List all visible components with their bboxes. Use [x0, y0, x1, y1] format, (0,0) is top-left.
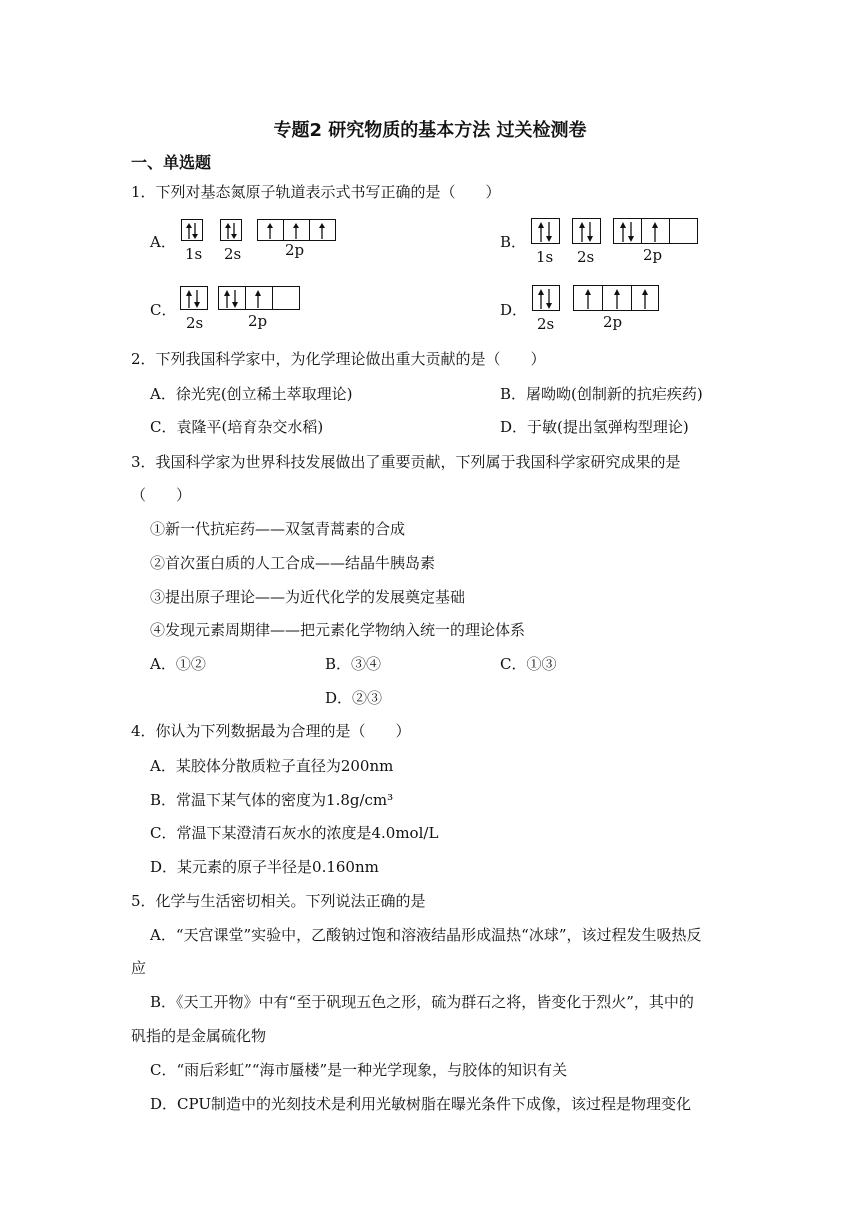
orbital-label: 1s: [536, 248, 554, 266]
orbital-cell: [246, 287, 273, 309]
q1-option-a-label: A．: [150, 233, 176, 251]
orbital-box-1s: [181, 219, 203, 241]
orbital-cell: [273, 287, 299, 309]
orbital-cell: [573, 219, 600, 243]
q3-option-d: D．②③: [325, 689, 383, 707]
up-down-arrows-icon: [573, 221, 599, 243]
q3-option-b: B．③④: [325, 655, 382, 673]
orbital-cell: [574, 286, 603, 310]
up-down-arrows-icon: [614, 221, 640, 243]
q2-option-b: B．屠呦呦(创制新的抗疟疾药): [500, 385, 703, 403]
up-arrow-icon: [603, 288, 631, 310]
q3-item-3: ③提出原子理论——为近代化学的发展奠定基础: [150, 588, 466, 606]
orbital-box-2p: [218, 286, 300, 310]
orbital-label: 2p: [643, 246, 663, 264]
orbital-label: 2s: [186, 314, 204, 332]
orbital-cell: [219, 287, 246, 309]
up-down-arrows-icon: [219, 289, 243, 309]
orbital-box-2p: [257, 219, 336, 241]
q2-option-a: A．徐光宪(创立稀土萃取理论): [150, 385, 353, 403]
q3-item-4: ④发现元素周期律——把元素化学物纳入统一的理论体系: [150, 621, 526, 639]
page-title: 专题2 研究物质的基本方法 过关检测卷: [273, 120, 587, 141]
orbital-box-2s: [220, 219, 242, 241]
up-down-arrows-icon: [221, 222, 241, 240]
orbital-label: 2p: [285, 241, 305, 259]
orbital-label: 2p: [603, 313, 623, 331]
q1-option-c-label: C．: [150, 301, 177, 319]
q5-option-d: D．CPU制造中的光刻技术是利用光敏树脂在曝光条件下成像，该过程是物理变化: [150, 1095, 691, 1113]
question-4-stem: 4．你认为下列数据最为合理的是（ ）: [131, 722, 411, 740]
orbital-box-1s: [531, 218, 560, 244]
question-3-stem: 3．我国科学家为世界科技发展做出了重要贡献，下列属于我国科学家研究成果的是: [131, 453, 681, 471]
orbital-label: 2s: [224, 245, 242, 263]
q1-option-d-label: D．: [500, 301, 528, 319]
up-arrow-icon: [258, 222, 282, 240]
q3-option-a: A．①②: [150, 655, 206, 673]
q4-option-b: B．常温下某气体的密度为1.8g/cm³: [150, 791, 394, 809]
orbital-label: 2s: [577, 248, 595, 266]
orbital-cell: [533, 286, 559, 310]
section-heading: 一、单选题: [131, 153, 212, 172]
up-arrow-icon: [574, 288, 602, 310]
orbital-label: 2p: [248, 312, 268, 330]
up-down-arrows-icon: [532, 221, 558, 243]
q4-option-c: C．常温下某澄清石灰水的浓度是4.0mol/L: [150, 824, 439, 842]
q2-option-c: C．袁隆平(培育杂交水稻): [150, 418, 324, 436]
up-arrow-icon: [284, 222, 308, 240]
orbital-label: 2s: [537, 315, 555, 333]
orbital-box-2s: [572, 218, 601, 244]
orbital-cell: [532, 219, 559, 243]
q1-option-b-label: B．: [500, 233, 527, 251]
q4-option-a: A．某胶体分散质粒子直径为200nm: [150, 757, 394, 775]
orbital-box-2p: [573, 285, 659, 311]
orbital-box-2p: [613, 218, 698, 244]
up-arrow-icon: [632, 288, 658, 310]
up-arrow-icon: [310, 222, 334, 240]
up-arrow-icon: [246, 289, 270, 309]
q5-option-c: C．“雨后彩虹”“海市蜃楼”是一种光学现象，与胶体的知识有关: [150, 1061, 568, 1079]
orbital-cell: [258, 220, 284, 240]
up-arrow-icon: [642, 221, 668, 243]
q3-option-c: C．①③: [500, 655, 557, 673]
question-2-stem: 2．下列我国科学家中，为化学理论做出重大贡献的是（ ）: [131, 350, 546, 368]
q5-option-b: B．《天工开物》中有“至于矾现五色之形，硫为群石之将，皆变化于烈火”，其中的: [150, 993, 694, 1011]
orbital-box-2s: [180, 286, 208, 310]
orbital-cell: [614, 219, 642, 243]
q3-item-1: ①新一代抗疟药——双氢青蒿素的合成: [150, 520, 406, 538]
orbital-cell: [221, 220, 241, 240]
orbital-box-2s: [532, 285, 560, 311]
question-3-stem-cont: （ ）: [131, 486, 192, 504]
q3-item-2: ②首次蛋白质的人工合成——结晶牛胰岛素: [150, 554, 436, 572]
orbital-cell: [670, 219, 697, 243]
orbital-cell: [632, 286, 658, 310]
orbital-cell: [642, 219, 670, 243]
up-down-arrows-icon: [182, 222, 202, 240]
q2-option-d: D．于敏(提出氢弹构型理论): [500, 418, 689, 436]
up-down-arrows-icon: [533, 288, 557, 310]
orbital-cell: [182, 220, 202, 240]
q4-option-d: D．某元素的原子半径是0.160nm: [150, 858, 379, 876]
up-down-arrows-icon: [181, 289, 205, 309]
question-1-stem: 1．下列对基态氮原子轨道表示式书写正确的是（ ）: [131, 183, 501, 201]
q5-option-b-cont: 矾指的是金属硫化物: [131, 1027, 267, 1045]
question-5-stem: 5．化学与生活密切相关。下列说法正确的是: [131, 892, 426, 910]
orbital-cell: [310, 220, 335, 240]
orbital-label: 1s: [185, 245, 203, 263]
q5-option-a: A．“天宫课堂”实验中，乙酸钠过饱和溶液结晶形成温热“冰球”，该过程发生吸热反: [150, 926, 702, 944]
q5-option-a-cont: 应: [131, 959, 147, 977]
orbital-cell: [284, 220, 310, 240]
orbital-cell: [603, 286, 632, 310]
orbital-cell: [181, 287, 207, 309]
